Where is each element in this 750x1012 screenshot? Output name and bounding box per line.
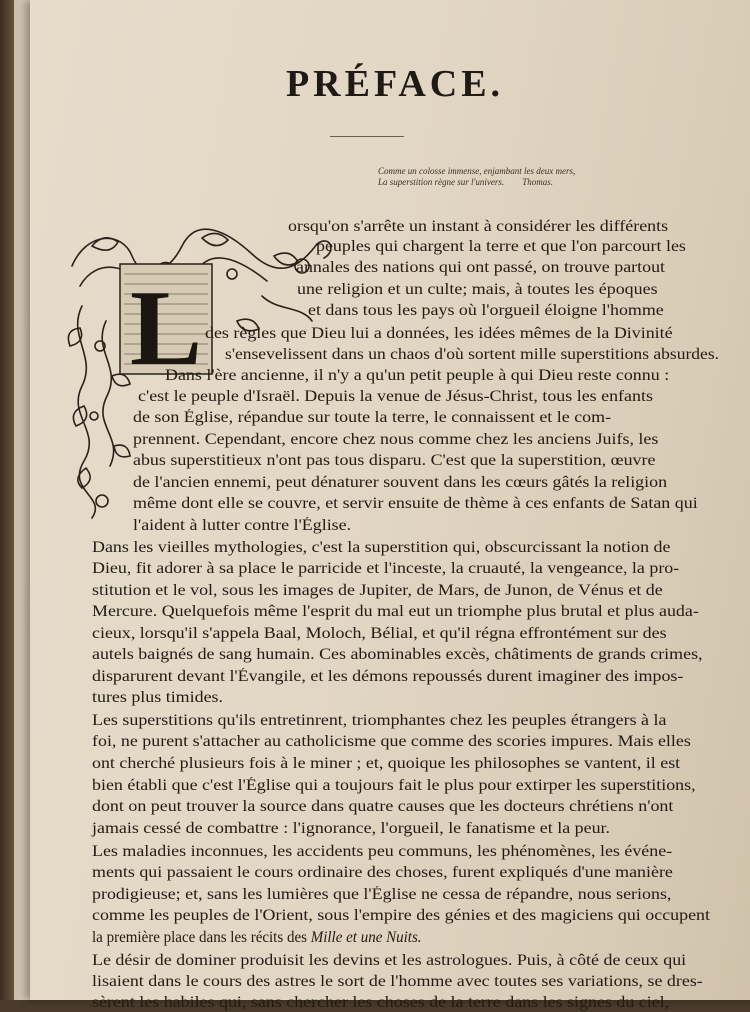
text-line: sèrent les habiles qui, sans chercher les choses de la terre dans les signes du ciel,: [92, 994, 670, 1011]
text-line: lisaient dans le cours des astres le sort de l'homme avec toutes ses variations, se dres-: [92, 973, 703, 990]
text-line: ont cherché plusieurs fois à le miner ; et, quoique les philosophes se vantent, il est: [92, 755, 681, 772]
dropcap-letter: L: [129, 269, 203, 388]
text-line: même dont elle se couvre, et servir ensuite de thème à ces enfants de Satan qui: [133, 495, 698, 512]
text-line: stitution et le vol, sous les images de Jupiter, de Mars, de Junon, de Vénus et de: [92, 582, 663, 599]
title-rule: [330, 136, 404, 137]
text-line: bien établi que c'est l'Église qui a toujours fait le plus pour extirper les superstitions,: [92, 777, 696, 794]
text-line: orsqu'on s'arrête un instant à considérer les différents: [288, 218, 669, 235]
text-line: Dans les vieilles mythologies, c'est la superstition qui, obscurcissant la notion de: [92, 539, 671, 556]
text-line: c'est le peuple d'Israël. Depuis la venue de Jésus-Christ, tous les enfants: [138, 388, 653, 405]
text-line: annales des nations qui ont passé, on trouve partout: [296, 259, 666, 276]
text-line: Le désir de dominer produisit les devins et les astrologues. Puis, à côté de ceux qui: [92, 952, 687, 969]
text-line: prennent. Cependant, encore chez nous comme chez les anciens Juifs, les: [133, 431, 659, 448]
text-line: foi, ne purent s'attacher au catholicisme que comme des scories impures. Mais elles: [92, 733, 691, 750]
text-line: une religion et un culte; mais, à toutes les époques: [297, 281, 658, 298]
text-line: abus superstitieux n'ont pas tous disparu. C'est que la superstition, œuvre: [133, 452, 656, 469]
text-line: autels baignés de sang humain. Ces abominables excès, châtiments de grands crimes,: [92, 646, 703, 663]
text-line: s'ensevelissent dans un chaos d'où sortent mille superstitions absurdes.: [225, 346, 720, 363]
text-line: Mercure. Quelquefois même l'esprit du mal eut un triomphe plus brutal et plus auda-: [92, 603, 699, 620]
book-binding: [0, 0, 14, 1000]
text-line: l'aident à lutter contre l'Église.: [133, 517, 352, 534]
italic-book-title: Mille et une Nuits.: [310, 929, 422, 946]
text-line: des règles que Dieu lui a données, les idées mêmes de la Divinité: [205, 325, 673, 342]
text-line: de son Église, répandue sur toute la terre, le connaissent et le com-: [133, 409, 612, 426]
book-page: [30, 0, 750, 1011]
text-line: Dans l'ère ancienne, il n'y a qu'un petit peuple à qui Dieu reste connu :: [165, 367, 670, 384]
text-line: tures plus timides.: [92, 689, 224, 706]
page-title: PRÉFACE.: [285, 63, 505, 105]
epigraph-line: La superstition règne sur l'univers. Thomas.: [378, 177, 553, 187]
epigraph: [378, 166, 638, 188]
text-line: disparurent devant l'Évangile, et les démons repoussés durent imaginer des impos-: [92, 668, 684, 685]
epigraph-author: Thomas.: [522, 177, 553, 187]
epigraph-line: Comme un colosse immense, enjambant les deux mers,: [378, 166, 576, 176]
text-line: prodigieuse; et, sans les lumières que l'Église ne cessa de répandre, nous serions,: [92, 886, 672, 903]
text-line: Dieu, fit adorer à sa place le parricide et l'inceste, la cruauté, la vengeance, la pro-: [92, 560, 680, 577]
text-line: la première place dans les récits des Mille et une Nuits.: [92, 929, 422, 946]
text-line: comme les peuples de l'Orient, sous l'empire des génies et des magiciens qui occupent: [92, 907, 710, 924]
text-line: et dans tous les pays où l'orgueil éloigne l'homme: [308, 302, 664, 319]
text-line: jamais cessé de combattre : l'ignorance, l'orgueil, le fanatisme et la peur.: [92, 820, 611, 837]
text-line: cieux, lorsqu'il s'appela Baal, Moloch, Bélial, et qu'il régna effrontément sur des: [92, 625, 667, 642]
text-line: de l'ancien ennemi, peut dénaturer souvent dans les cœurs gâtés la religion: [133, 474, 668, 491]
text-line: Les maladies inconnues, les accidents peu communs, les phénomènes, les événe-: [92, 843, 673, 860]
text-line: ments qui passaient le cours ordinaire des choses, furent expliqués d'une manière: [92, 864, 673, 881]
text-line: Les superstitions qu'ils entretinrent, triomphantes chez les peuples étrangers à la: [92, 712, 667, 729]
text-line: peuples qui chargent la terre et que l'on parcourt les: [316, 238, 686, 255]
text-line: dont on peut trouver la source dans quatre causes que les docteurs chrétiens n'ont: [92, 798, 674, 815]
